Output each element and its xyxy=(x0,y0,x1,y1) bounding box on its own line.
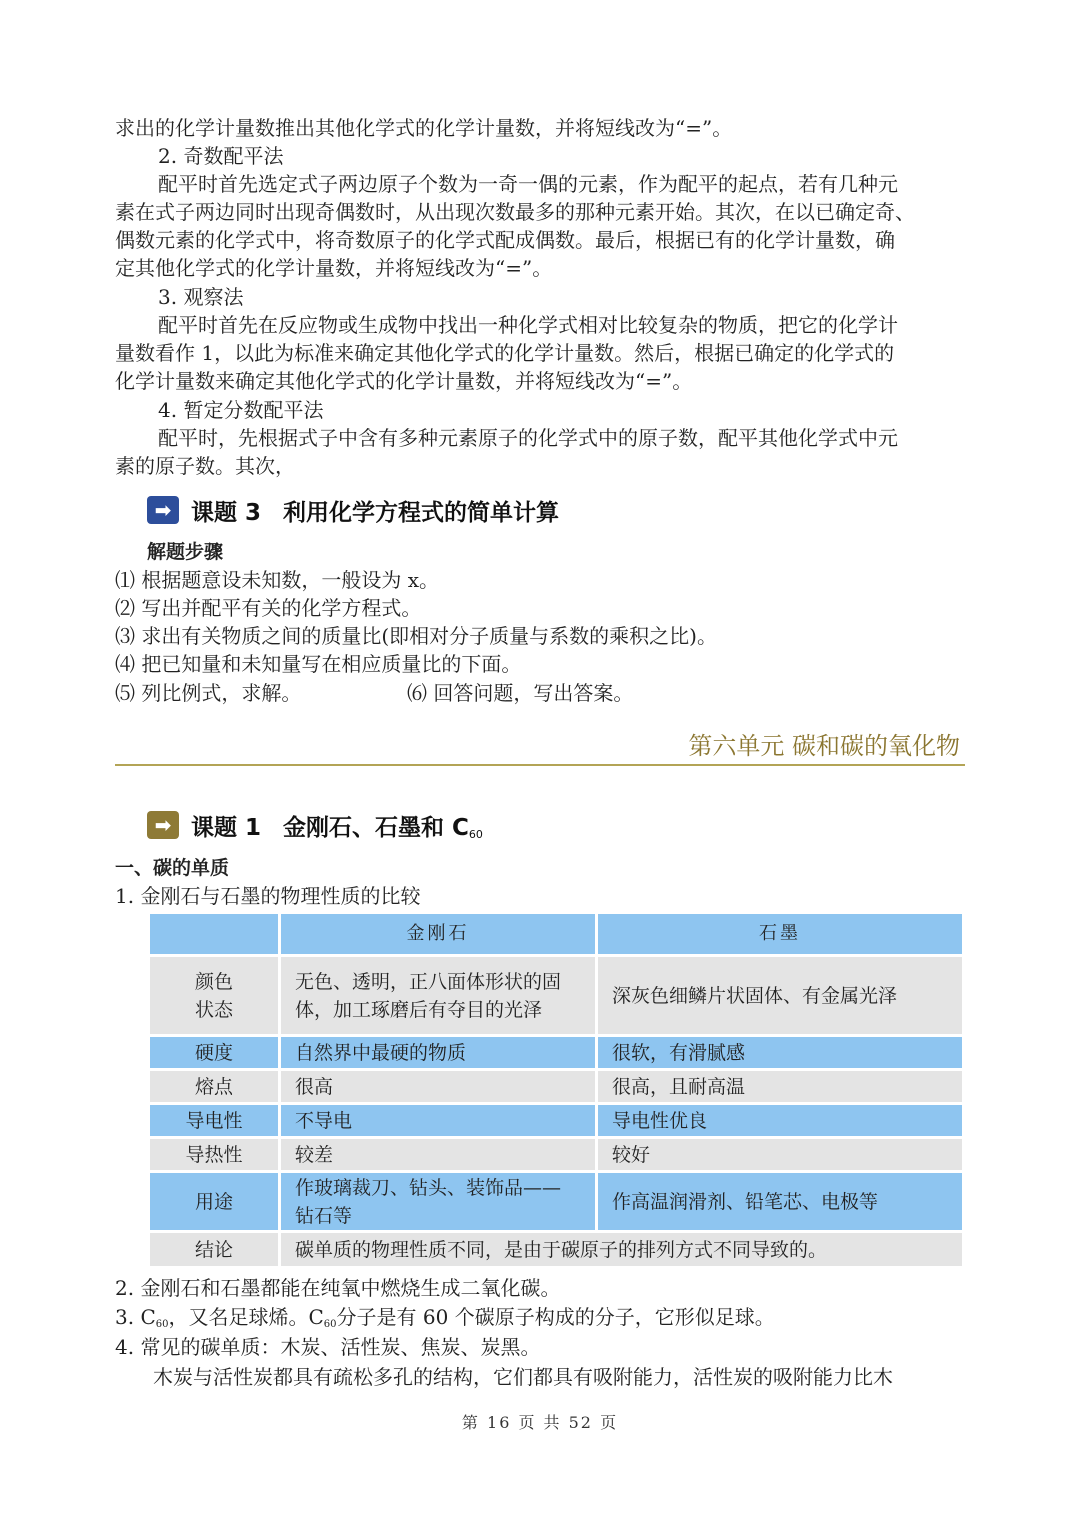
table-cell-diamond: 较差 xyxy=(280,1138,597,1172)
table-cell-diamond: 很高 xyxy=(280,1070,597,1104)
unit-divider xyxy=(115,764,965,766)
list-item: 4. 常见的碳单质：木炭、活性炭、焦炭、炭黑。 xyxy=(115,1335,541,1359)
list-item: 2. 金刚石和石墨都能在纯氧中燃烧生成二氧化碳。 xyxy=(115,1276,561,1300)
step-row xyxy=(115,679,965,707)
paragraph-line: 量数看作 1，以此为标准来确定其他化学式的化学计量数。然后，根据已确定的化学式的 xyxy=(115,341,895,365)
subscript: 60 xyxy=(155,1319,169,1330)
table-row xyxy=(149,1138,964,1172)
table-cell-diamond xyxy=(280,956,597,1036)
cell-line: 无色、透明，正八面体形状的固 xyxy=(295,970,562,993)
table-row xyxy=(149,1172,964,1232)
table-header-cell: 金刚石 xyxy=(280,913,597,956)
cell-line: 体，加工琢磨后有夺目的光泽 xyxy=(295,998,543,1021)
table-header-cell: 石墨 xyxy=(597,913,964,956)
table-cell-graphite: 深灰色细鳞片状固体、有金属光泽 xyxy=(597,956,964,1036)
table-cell-conclusion: 碳单质的物理性质不同，是由于碳原子的排列方式不同导致的。 xyxy=(280,1232,964,1268)
text-part: 3. C xyxy=(115,1305,156,1329)
label-line: 颜色 xyxy=(194,970,233,993)
lesson-1-heading xyxy=(147,808,483,842)
lesson-number: 课题 3 xyxy=(191,499,262,526)
table-header-cell xyxy=(149,913,280,956)
arrow-right-icon: ➡ xyxy=(147,811,179,839)
step-item: ⑹ 回答问题，写出答案。 xyxy=(407,681,634,705)
table-cell-graphite: 作高温润滑剂、铅笔芯、电极等 xyxy=(597,1172,964,1232)
paragraph-line: 素在式子两边同时出现奇偶数时，从出现次数最多的那种元素开始。其次，在以已确定奇、 xyxy=(115,200,915,224)
table-row-label: 熔点 xyxy=(149,1070,280,1104)
paragraph-line: 偶数元素的化学式中，将奇数原子的化学式配成偶数。最后，根据已有的化学计量数，确 xyxy=(115,228,895,252)
table-row xyxy=(149,1070,964,1104)
cell-line: 作玻璃裁刀、钻头、装饰品—— xyxy=(295,1176,562,1199)
lesson-title-subscript: 60 xyxy=(468,827,483,841)
step-item: ⑵ 写出并配平有关的化学方程式。 xyxy=(115,596,422,620)
step-item: ⑶ 求出有关物质之间的质量比(即相对分子质量与系数的乘积之比)。 xyxy=(115,624,717,648)
paragraph-line: 素的原子数。其次， xyxy=(115,454,295,478)
paragraph-line: 化学计量数来确定其他化学式的化学计量数，并将短线改为“=”。 xyxy=(115,369,693,393)
table-cell-graphite: 很软，有滑腻感 xyxy=(597,1036,964,1070)
paragraph-line: 求出的化学计量数推出其他化学式的化学计量数，并将短线改为“=”。 xyxy=(115,116,733,140)
table-cell-diamond: 自然界中最硬的物质 xyxy=(280,1036,597,1070)
table-cell-diamond: 不导电 xyxy=(280,1104,597,1138)
table-header-row xyxy=(149,913,964,956)
steps-title: 解题步骤 xyxy=(147,541,224,563)
table-row-label: 结论 xyxy=(149,1232,280,1268)
paragraph-line: 配平时，先根据式子中含有多种元素原子的化学式中的原子数，配平其他化学式中元 xyxy=(158,426,898,450)
table-cell-graphite: 较好 xyxy=(597,1138,964,1172)
step-item: ⑸ 列比例式，求解。 xyxy=(115,681,302,705)
page-number-footer: 第 16 页 共 52 页 xyxy=(461,1413,619,1432)
table-row-label: 硬度 xyxy=(149,1036,280,1070)
text-part: 分子是有 60 个碳原子构成的分子，它形似足球。 xyxy=(336,1305,775,1329)
list-item: 1. 金刚石与石墨的物理性质的比较 xyxy=(115,884,421,908)
table-cell-diamond xyxy=(280,1172,597,1232)
subscript: 60 xyxy=(323,1319,337,1330)
section-title: 一、碳的单质 xyxy=(115,857,230,879)
lesson-3-title xyxy=(191,494,559,527)
label-line: 状态 xyxy=(194,998,233,1021)
comparison-table xyxy=(147,911,965,1269)
paragraph-line: 配平时首先选定式子两边原子个数为一奇一偶的元素，作为配平的起点，若有几种元 xyxy=(158,172,898,196)
method-3-title: 3. 观察法 xyxy=(158,285,244,309)
table-row xyxy=(149,1104,964,1138)
table-cell-graphite: 很高，且耐高温 xyxy=(597,1070,964,1104)
text-part: ，又名足球烯。C xyxy=(168,1305,324,1329)
table-row-label: 导热性 xyxy=(149,1138,280,1172)
table-row-label: 导电性 xyxy=(149,1104,280,1138)
arrow-right-icon: ➡ xyxy=(147,496,179,524)
table-row xyxy=(149,956,964,1036)
table-cell-graphite: 导电性优良 xyxy=(597,1104,964,1138)
paragraph-line: 定其他化学式的化学计量数，并将短线改为“=”。 xyxy=(115,256,553,280)
lesson-title-text: 金刚石、石墨和 C xyxy=(283,814,469,841)
paragraph-line: 配平时首先在反应物或生成物中找出一种化学式相对比较复杂的物质，把它的化学计 xyxy=(158,313,898,337)
unit-title: 第六单元 碳和碳的氧化物 xyxy=(688,732,960,760)
table-row-label xyxy=(149,956,280,1036)
lesson-3-heading xyxy=(147,493,559,527)
method-4-title: 4. 暂定分数配平法 xyxy=(158,398,324,422)
table-row xyxy=(149,1036,964,1070)
cell-line: 钻石等 xyxy=(295,1204,353,1227)
lesson-1-title xyxy=(191,809,483,842)
method-2-title: 2. 奇数配平法 xyxy=(158,144,284,168)
table-row-label: 用途 xyxy=(149,1172,280,1232)
lesson-number: 课题 1 xyxy=(191,814,262,841)
step-item: ⑴ 根据题意设未知数，一般设为 x。 xyxy=(115,568,439,592)
step-item: ⑷ 把已知量和未知量写在相应质量比的下面。 xyxy=(115,652,522,676)
lesson-title-text: 利用化学方程式的简单计算 xyxy=(283,499,560,526)
paragraph-line: 木炭与活性炭都具有疏松多孔的结构，它们都具有吸附能力，活性炭的吸附能力比木 xyxy=(153,1365,893,1389)
table-row xyxy=(149,1232,964,1268)
